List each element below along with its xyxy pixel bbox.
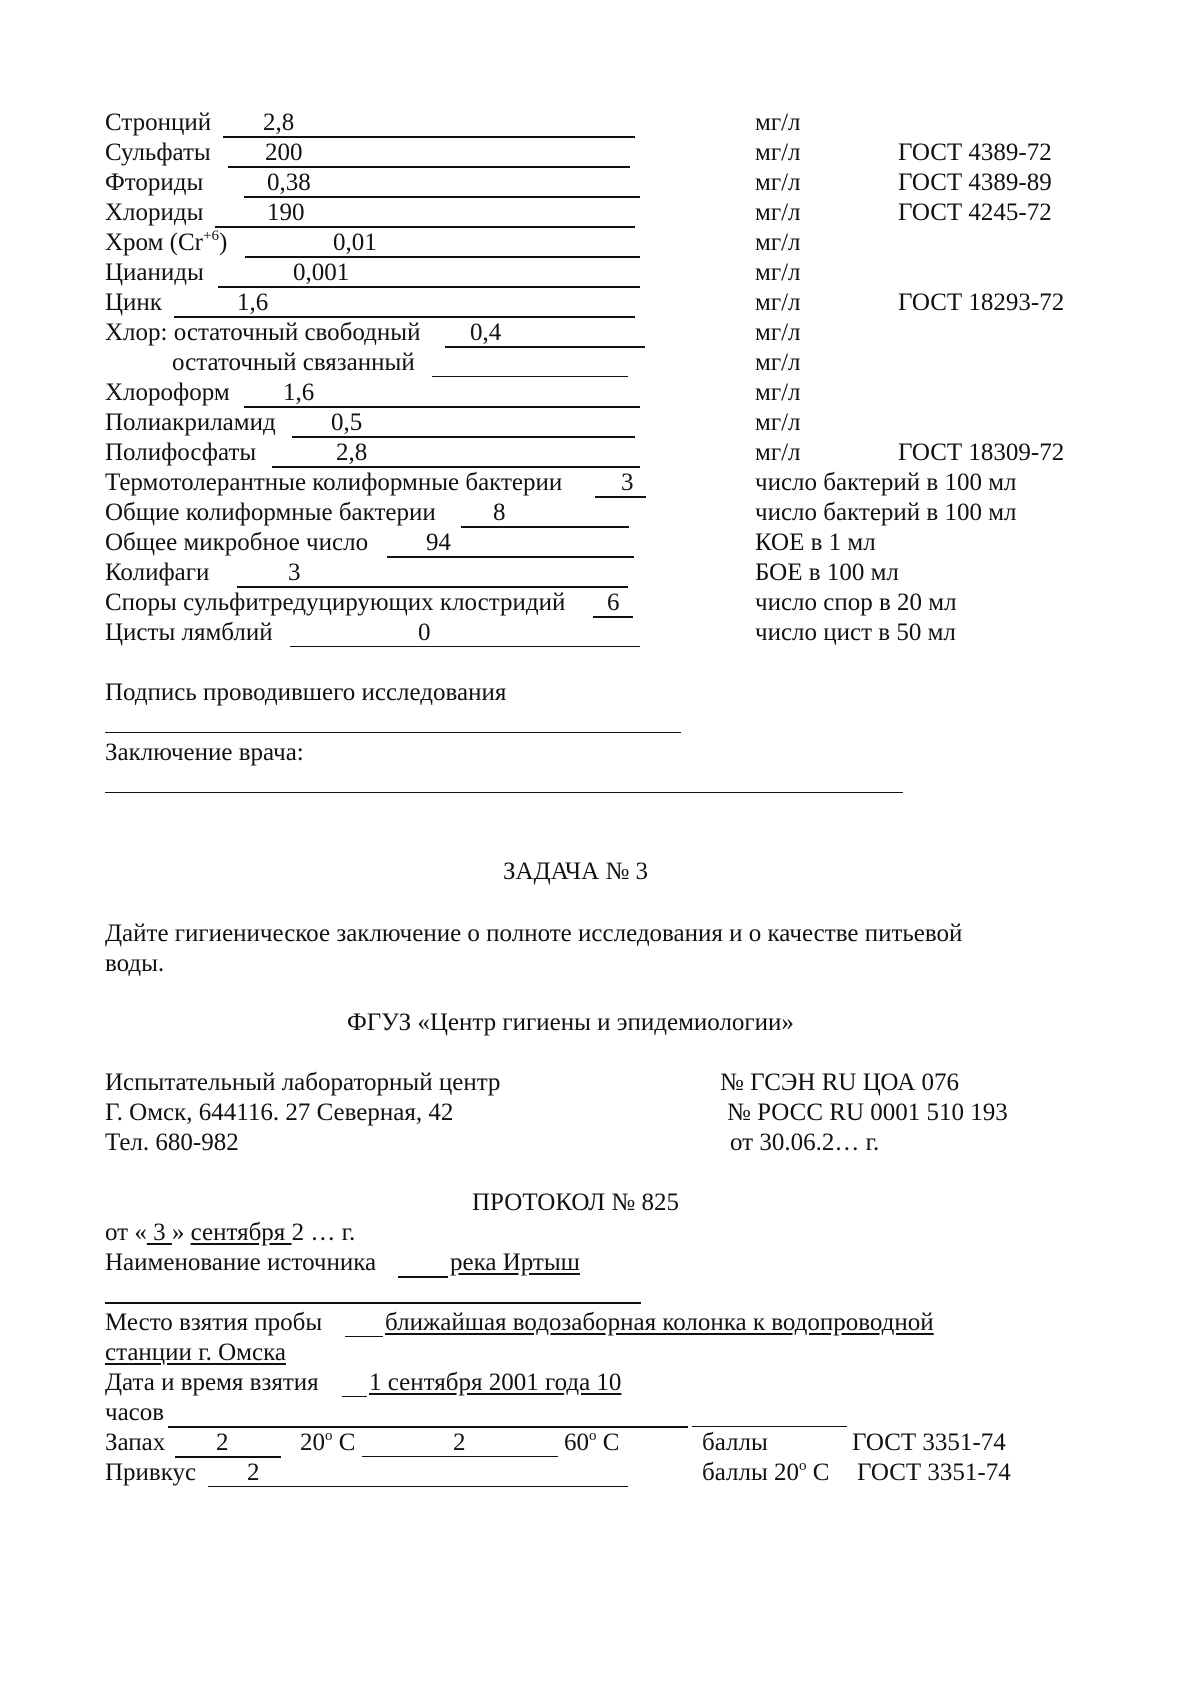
taste-row (0, 1460, 1191, 1492)
smell-unit: баллы (702, 1429, 768, 1456)
analysis-label: Сульфаты (105, 139, 211, 166)
analysis-value: 0,5 (331, 409, 363, 436)
analysis-unit: число бактерий в 100 мл (755, 499, 1017, 526)
analysis-label: Цисты лямблий (105, 619, 273, 646)
analysis-gost: ГОСТ 18309-72 (898, 439, 1065, 466)
analysis-row (0, 110, 1191, 142)
analysis-value: 1,6 (237, 289, 269, 316)
datetime-value: 1 сентября 2001 года 10 (369, 1369, 622, 1396)
analysis-value: 3 (288, 559, 301, 586)
smell-gost: ГОСТ 3351-74 (852, 1429, 1006, 1456)
analysis-gost: ГОСТ 18293-72 (898, 289, 1065, 316)
chromium-valence: +6 (202, 228, 219, 244)
degree-sign: о (799, 1458, 807, 1474)
analysis-row (0, 470, 1191, 502)
analysis-row (0, 290, 1191, 322)
fill-line (244, 406, 640, 408)
fill-line (692, 1426, 847, 1427)
analysis-row (0, 380, 1191, 412)
taste-unit-tail: С (806, 1459, 830, 1486)
fill-line (342, 1396, 367, 1397)
analysis-unit: мг/л (755, 229, 801, 256)
analysis-unit: мг/л (755, 169, 801, 196)
analysis-value: 94 (426, 529, 451, 556)
analysis-row (0, 170, 1191, 202)
fill-line (168, 1426, 688, 1428)
date-year: 2 … г. (291, 1219, 356, 1246)
analysis-unit: мг/л (755, 319, 801, 346)
analysis-unit: мг/л (755, 349, 801, 376)
temp-unit: С (596, 1429, 620, 1456)
protocol-title: ПРОТОКОЛ № 825 (472, 1189, 679, 1216)
analysis-row (0, 350, 1191, 382)
lab-name: Испытательный лабораторный центр (105, 1069, 501, 1096)
conclusion-line (105, 792, 903, 793)
analysis-value: 0 (418, 619, 431, 646)
analysis-label: Хлориды (105, 199, 204, 226)
taste-unit-text: баллы 20 (702, 1459, 800, 1486)
analysis-unit: мг/л (755, 199, 801, 226)
fill-line (290, 646, 640, 647)
analysis-unit: мг/л (755, 259, 801, 286)
analysis-label: Общие колиформные бактерии (105, 499, 436, 526)
conclusion-label: Заключение врача: (105, 739, 304, 766)
source-row (0, 1250, 1191, 1282)
analysis-label: остаточный связанный (172, 349, 415, 376)
analysis-unit: число цист в 50 мл (755, 619, 956, 646)
analysis-row (0, 590, 1191, 622)
fill-line (461, 526, 629, 528)
analysis-label: Хлороформ (105, 379, 230, 406)
smell-value-60: 2 (453, 1429, 466, 1456)
analysis-label: Колифаги (105, 559, 210, 586)
datetime-value-continued: часов (105, 1399, 165, 1426)
analysis-label (105, 230, 227, 255)
analysis-row (0, 500, 1191, 532)
fill-line (174, 316, 635, 318)
analysis-unit: мг/л (755, 289, 801, 316)
analysis-unit: мг/л (755, 139, 801, 166)
datetime-row (0, 1370, 1191, 1402)
analysis-row (0, 320, 1191, 352)
analysis-value: 1,6 (283, 379, 315, 406)
source-label: Наименование источника (105, 1249, 377, 1276)
analysis-label: Общее микробное число (105, 529, 369, 556)
analysis-row (0, 200, 1191, 232)
analysis-row (0, 410, 1191, 442)
fill-line (175, 1456, 281, 1458)
lab-certificate-date: от 30.06.2… г. (730, 1129, 880, 1156)
degree-sign: о (325, 1428, 333, 1444)
analysis-value: 2,8 (336, 439, 368, 466)
analysis-label: Полифосфаты (105, 439, 257, 466)
analysis-value: 0,4 (470, 319, 502, 346)
fill-line (432, 376, 628, 377)
analysis-row (0, 260, 1191, 292)
fill-line (398, 1276, 448, 1278)
lab-certificate: № РОСС RU 0001 510 193 (727, 1099, 1008, 1126)
chromium-label: Хром (Cr (105, 229, 203, 256)
analysis-row (0, 560, 1191, 592)
analysis-unit: БОЕ в 100 мл (755, 559, 899, 586)
datetime-label: Дата и время взятия (105, 1369, 319, 1396)
place-value-continued: станции г. Омска (105, 1339, 286, 1366)
lab-address: Г. Омск, 644116. 27 Северная, 42 (105, 1099, 454, 1126)
fill-line (218, 286, 640, 288)
task-title: ЗАДАЧА № 3 (503, 858, 649, 885)
lab-registration: № ГСЭН RU ЦОА 076 (720, 1069, 960, 1096)
analysis-unit: число бактерий в 100 мл (755, 469, 1017, 496)
analysis-value: 3 (621, 469, 634, 496)
task-text: Дайте гигиеническое заключение о полноте исследования и о качестве питьевой (105, 920, 963, 947)
analysis-label: Термотолерантные колиформные бактерии (105, 469, 563, 496)
fill-line (595, 496, 646, 498)
date-prefix: от « (105, 1219, 147, 1246)
smell-temp-20 (300, 1430, 355, 1455)
analysis-row (0, 140, 1191, 172)
analysis-value: 0,001 (293, 259, 350, 286)
temp-value: 20 (300, 1429, 325, 1456)
analysis-unit: мг/л (755, 379, 801, 406)
date-day: 3 (146, 1219, 172, 1246)
degree-sign: о (589, 1428, 597, 1444)
analysis-unit: мг/л (755, 109, 801, 136)
fill-line (208, 1486, 628, 1487)
analysis-label: Хлор: остаточный свободный (105, 319, 421, 346)
signature-line (105, 732, 681, 733)
smell-value-20: 2 (216, 1429, 229, 1456)
source-line (105, 1302, 641, 1304)
analysis-unit: мг/л (755, 439, 801, 466)
analysis-label: Цинк (105, 289, 162, 316)
analysis-value: 2,8 (263, 109, 295, 136)
fill-line (228, 166, 630, 168)
fill-line (345, 1336, 383, 1337)
signature-label: Подпись проводившего исследования (105, 679, 507, 706)
fill-line (292, 436, 635, 438)
analysis-row (0, 440, 1191, 472)
analysis-label: Полиакриламид (105, 409, 276, 436)
fill-line (237, 586, 628, 588)
analysis-label: Стронций (105, 109, 212, 136)
analysis-unit: число спор в 20 мл (755, 589, 957, 616)
fill-line (272, 466, 640, 468)
analysis-row (0, 530, 1191, 562)
taste-unit (702, 1460, 829, 1485)
place-value: ближайшая водозаборная колонка к водопроводной (385, 1309, 934, 1336)
smell-label: Запах (105, 1429, 166, 1456)
analysis-value: 6 (607, 589, 620, 616)
analysis-label: Фториды (105, 169, 204, 196)
analysis-value: 190 (267, 199, 305, 226)
date-mid: » (171, 1219, 191, 1246)
fill-line (245, 256, 640, 258)
fill-line (223, 136, 635, 138)
temp-unit: С (332, 1429, 356, 1456)
lab-phone: Тел. 680-982 (105, 1129, 239, 1156)
place-label: Место взятия пробы (105, 1309, 323, 1336)
analysis-row (0, 230, 1191, 262)
analysis-value: 0,01 (333, 229, 377, 256)
place-row (0, 1310, 1191, 1342)
fill-line (244, 196, 640, 198)
analysis-label: Споры сульфитредуцирующих клостридий (105, 589, 566, 616)
temp-value: 60 (564, 1429, 589, 1456)
fill-line (593, 616, 633, 618)
taste-label: Привкус (105, 1459, 197, 1486)
protocol-date (105, 1220, 355, 1245)
chromium-label-tail: ) (218, 229, 228, 256)
analysis-gost: ГОСТ 4245-72 (898, 199, 1052, 226)
org-name: ФГУЗ «Центр гигиены и эпидемиологии» (347, 1009, 794, 1036)
source-value: река Иртыш (450, 1249, 580, 1276)
analysis-unit: КОЕ в 1 мл (755, 529, 876, 556)
fill-line (387, 556, 634, 558)
fill-line (362, 1456, 558, 1457)
analysis-label: Цианиды (105, 259, 204, 286)
analysis-unit: мг/л (755, 409, 801, 436)
task-text-continued: воды. (105, 950, 165, 977)
analysis-value: 0,38 (267, 169, 311, 196)
date-month: сентября (190, 1219, 292, 1246)
fill-line (445, 346, 645, 348)
analysis-value: 200 (265, 139, 303, 166)
smell-row (0, 1430, 1191, 1462)
smell-temp-60 (564, 1430, 619, 1455)
analysis-row (0, 620, 1191, 652)
taste-gost: ГОСТ 3351-74 (857, 1459, 1011, 1486)
analysis-gost: ГОСТ 4389-89 (898, 169, 1052, 196)
taste-value: 2 (247, 1459, 260, 1486)
fill-line (215, 226, 635, 228)
analysis-gost: ГОСТ 4389-72 (898, 139, 1052, 166)
analysis-value: 8 (493, 499, 506, 526)
